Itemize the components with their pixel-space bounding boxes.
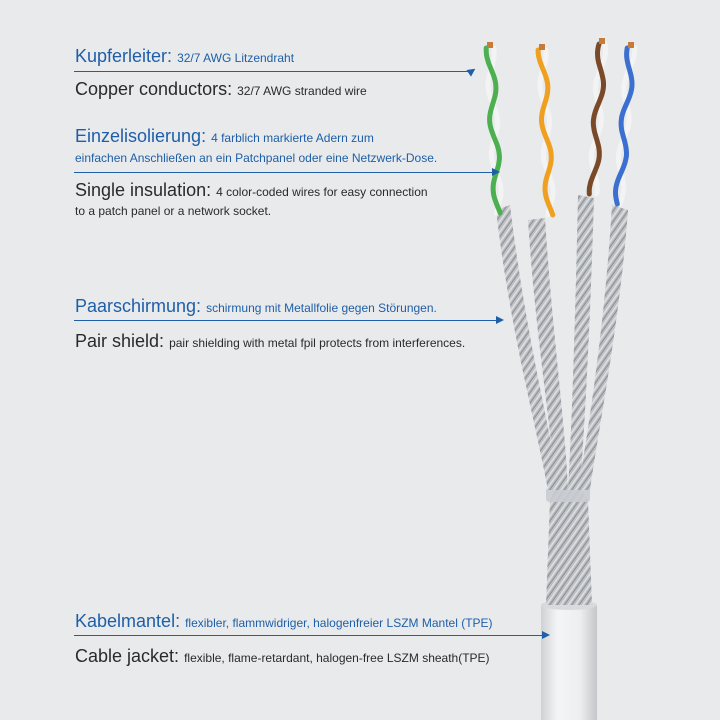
cable-jacket-de-text: flexibler, flammwidriger, halogenfreier LSZM Mantel (TPE) (185, 616, 493, 630)
copper-tip-blue (628, 42, 634, 48)
arrow-insulation-icon (492, 168, 500, 176)
cable-jacket-de-title: Kabelmantel: flexibler, flammwidriger, halogenfreier LSZM Mantel (TPE) (75, 611, 493, 631)
copper-conductors-en-title: Copper conductors: 32/7 AWG stranded wire (75, 79, 367, 99)
pair-shield-de-title: Paarschirmung: schirmung mit Metallfolie gegen Störungen. (75, 296, 437, 316)
pair-shield-en-text: pair shielding with metal fpil protects from interferences. (169, 336, 466, 350)
overall-shield (546, 488, 592, 605)
callout-line-copper (74, 71, 468, 72)
pair-shield-en-title: Pair shield: pair shielding with metal fpil protects from interferences. (75, 331, 466, 351)
copper-tip-brown (599, 38, 605, 44)
callout-line-jacket (74, 635, 542, 636)
pair-shields (496, 195, 628, 490)
cable-jacket-en-title: Cable jacket: flexible, flame-retardant, halogen-free LSZM sheath(TPE) (75, 646, 490, 666)
single-insulation-en-title: Single insulation: 4 color-coded wires for easy connection (75, 180, 428, 200)
pair-shield-de-text: schirmung mit Metallfolie gegen Störungen. (206, 301, 437, 315)
callout-line-pair-shield (74, 320, 496, 321)
single-insulation-de-text-2: einfachen Anschließen an ein Patchpanel oder eine Netzwerk-Dose. (75, 151, 438, 165)
copper-conductors-de-title: Kupferleiter: 32/7 AWG Litzendraht (75, 46, 295, 66)
copper-conductors-en-text: 32/7 AWG stranded wire (237, 84, 367, 98)
copper-tip-orange (539, 44, 545, 50)
arrow-jacket-icon (542, 631, 550, 639)
twisted-wire-pairs (486, 38, 635, 215)
copper-conductors-de-text: 32/7 AWG Litzendraht (177, 51, 295, 65)
arrow-pair-shield-icon (496, 316, 504, 324)
single-insulation-de-title: Einzelisolierung: 4 farblich markierte Adern zum (75, 126, 374, 146)
single-insulation-de-text-1: 4 farblich markierte Adern zum (211, 131, 374, 145)
single-insulation-en-text-2: to a patch panel or a network socket. (75, 204, 272, 218)
copper-tip-green (487, 42, 493, 48)
cable-jacket-en-text: flexible, flame-retardant, halogen-free LSZM sheath(TPE) (184, 651, 490, 665)
single-insulation-en-text-1: 4 color-coded wires for easy connection (216, 185, 428, 199)
cable-jacket (541, 600, 597, 720)
callout-line-insulation (74, 172, 492, 173)
